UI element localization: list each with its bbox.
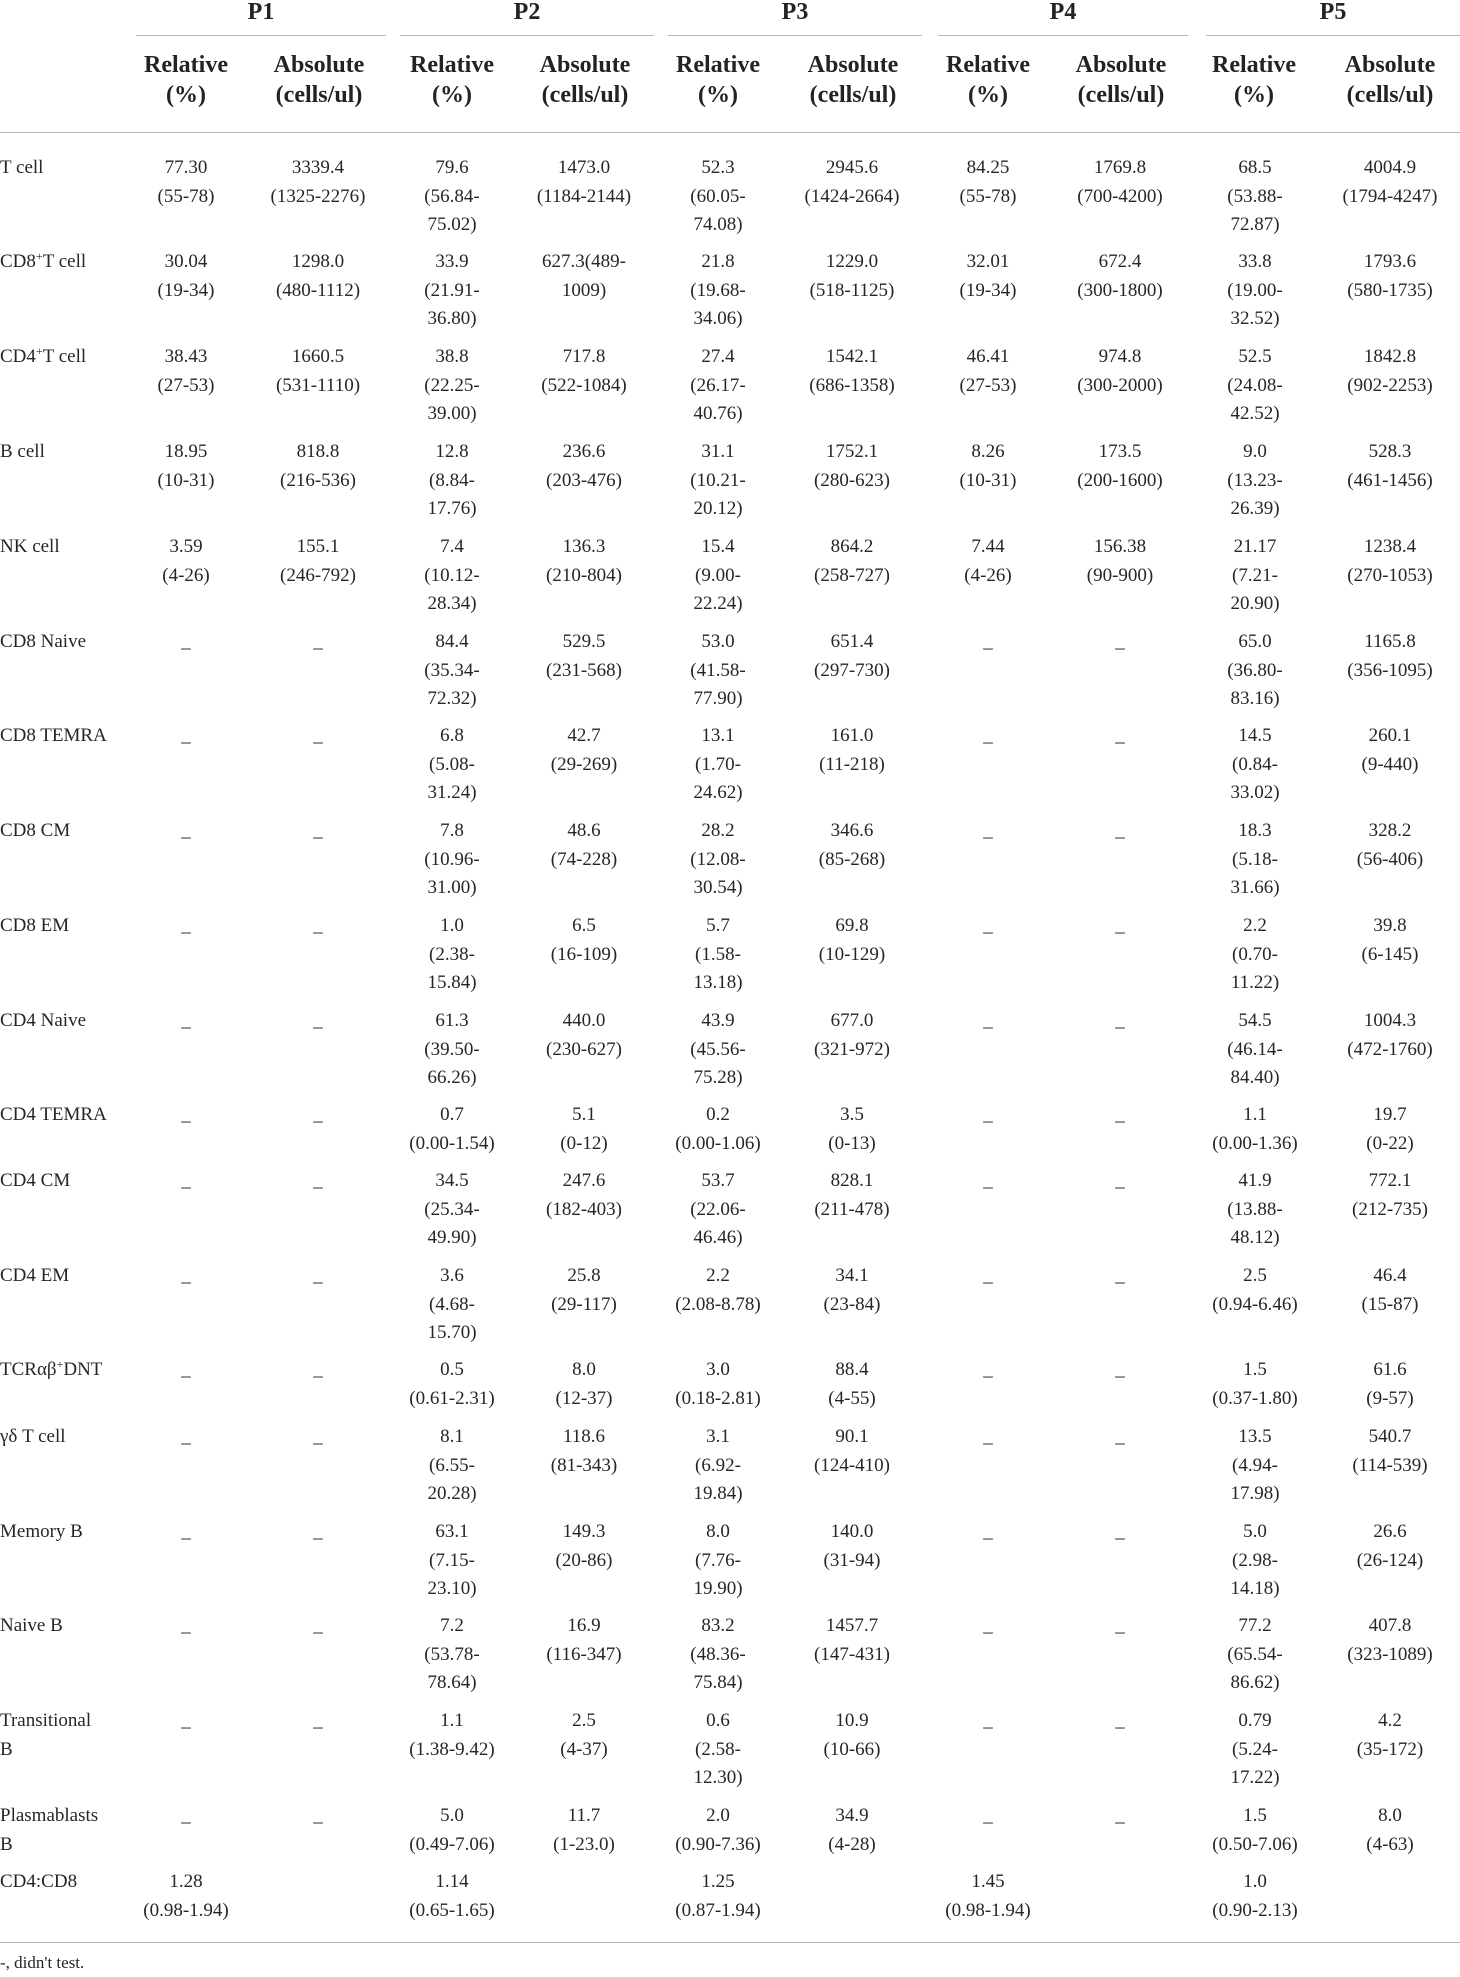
table-cell: 1.28 (0.98-1.94)	[143, 1871, 229, 1921]
table-cell: 39.8 (6-145)	[1361, 915, 1419, 965]
table-cell: 15.4 (9.00- 22.24)	[693, 536, 743, 614]
table-cell: 18.95 (10-31)	[157, 441, 215, 491]
footnote: -, didn't test.	[0, 1953, 85, 1972]
table-cell: 672.4 (300-1800)	[1077, 251, 1163, 301]
table-cell: 77.30 (55-78)	[157, 157, 215, 207]
table-cell: 5.1 (0-12)	[560, 1104, 608, 1154]
table-cell: 1793.6 (580-1735)	[1347, 251, 1433, 301]
table-cell: 1238.4 (270-1053)	[1347, 536, 1433, 586]
table-cell: _	[1115, 915, 1125, 936]
header-rule-p5	[1206, 35, 1460, 36]
table-cell: _	[181, 631, 191, 652]
table-cell: 79.6 (56.84- 75.02)	[424, 157, 480, 235]
subheader-p2-relative: Relative (%)	[410, 52, 494, 108]
table-cell: _	[983, 915, 993, 936]
table-cell: 149.3 (20-86)	[555, 1521, 613, 1571]
table-cell: 3.1 (6.92- 19.84)	[693, 1426, 743, 1504]
table-cell: 53.0 (41.58- 77.90)	[690, 631, 746, 709]
table-cell: 6.8 (5.08- 31.24)	[427, 725, 477, 803]
table-cell: 83.2 (48.36- 75.84)	[690, 1615, 746, 1693]
table-cell: 38.43 (27-53)	[157, 346, 215, 396]
header-rule-p1	[136, 35, 386, 36]
table-cell: 328.2 (56-406)	[1356, 820, 1424, 870]
header-rule-p3	[668, 35, 922, 36]
subheader-p5-absolute: Absolute (cells/ul)	[1344, 52, 1436, 108]
table-cell: 2.2 (0.70- 11.22)	[1230, 915, 1280, 993]
table-cell: 3.59 (4-26)	[162, 536, 210, 586]
table-cell: _	[313, 725, 323, 746]
table-cell: _	[983, 631, 993, 652]
header-p2: P2	[513, 0, 541, 25]
table-cell: 974.8 (300-2000)	[1077, 346, 1163, 396]
table-cell: _	[313, 1104, 323, 1125]
table-cell: _	[313, 1521, 323, 1542]
table-cell: _	[983, 1010, 993, 1031]
table-cell: 18.3 (5.18- 31.66)	[1230, 820, 1280, 898]
table-cell: 9.0 (13.23- 26.39)	[1227, 441, 1283, 519]
table-cell: _	[181, 915, 191, 936]
table-cell: 0.79 (5.24- 17.22)	[1230, 1710, 1280, 1788]
table-cell: 1769.8 (700-4200)	[1077, 157, 1163, 207]
table-cell: 3339.4 (1325-2276)	[270, 157, 366, 207]
table-cell: _	[313, 1615, 323, 1636]
table-cell: 68.5 (53.88- 72.87)	[1227, 157, 1283, 235]
table-cell: 10.9 (10-66)	[823, 1710, 881, 1760]
table-cell: 7.4 (10.12- 28.34)	[424, 536, 480, 614]
table-cell: 46.41 (27-53)	[959, 346, 1017, 396]
table-cell: _	[983, 1615, 993, 1636]
table-cell: _	[1115, 1010, 1125, 1031]
header-rule-p2	[400, 35, 654, 36]
table-cell: 236.6 (203-476)	[546, 441, 622, 491]
table-cell: 1.14 (0.65-1.65)	[409, 1871, 495, 1921]
table-cell: _	[181, 1805, 191, 1826]
subheader-p1-absolute: Absolute (cells/ul)	[273, 52, 365, 108]
table-cell: 77.2 (65.54- 86.62)	[1227, 1615, 1283, 1693]
table-cell: 33.9 (21.91- 36.80)	[424, 251, 480, 329]
table-cell: 346.6 (85-268)	[818, 820, 886, 870]
table-cell: 8.0 (7.76- 19.90)	[693, 1521, 743, 1599]
table-cell: 627.3(489- 1009)	[542, 251, 626, 301]
subheader-p3-absolute: Absolute (cells/ul)	[807, 52, 899, 108]
table-cell: 155.1 (246-792)	[280, 536, 356, 586]
header-rule-p4	[938, 35, 1188, 36]
table-cell: 3.6 (4.68- 15.70)	[427, 1265, 477, 1343]
table-cell: 1004.3 (472-1760)	[1347, 1010, 1433, 1060]
table-cell: 156.38 (90-900)	[1086, 536, 1154, 586]
table-cell: 63.1 (7.15- 23.10)	[427, 1521, 477, 1599]
table-cell: 2.2 (2.08-8.78)	[675, 1265, 761, 1315]
table-cell: _	[313, 915, 323, 936]
table-cell: 33.8 (19.00- 32.52)	[1227, 251, 1283, 329]
table-cell: _	[181, 1265, 191, 1286]
table-cell: _	[181, 1010, 191, 1031]
table-cell: _	[181, 1710, 191, 1731]
table-cell: 1.25 (0.87-1.94)	[675, 1871, 761, 1921]
table-cell: 2.5 (4-37)	[560, 1710, 608, 1760]
row-label: CD8+T cell	[0, 249, 87, 272]
table-cell: 13.5 (4.94- 17.98)	[1230, 1426, 1280, 1504]
table-cell: 2.0 (0.90-7.36)	[675, 1805, 761, 1855]
table-cell: 173.5 (200-1600)	[1077, 441, 1163, 491]
table-cell: 136.3 (210-804)	[546, 536, 622, 586]
header-p4: P4	[1049, 0, 1077, 25]
subheader-p5-relative: Relative (%)	[1212, 52, 1296, 108]
header-p3: P3	[781, 0, 809, 25]
table-cell: 1542.1 (686-1358)	[809, 346, 895, 396]
table-cell: 53.7 (22.06- 46.46)	[690, 1170, 746, 1248]
table-cell: 161.0 (11-218)	[819, 725, 885, 775]
table-cell: 41.9 (13.88- 48.12)	[1227, 1170, 1283, 1248]
table-cell: 38.8 (22.25- 39.00)	[424, 346, 480, 424]
table-cell: 8.0 (4-63)	[1366, 1805, 1414, 1855]
table-cell: _	[983, 1265, 993, 1286]
table-cell: 0.5 (0.61-2.31)	[409, 1359, 495, 1409]
table-cell: 140.0 (31-94)	[823, 1521, 881, 1571]
table-cell: 0.2 (0.00-1.06)	[675, 1104, 761, 1154]
table-cell: _	[313, 1805, 323, 1826]
table-cell: 48.6 (74-228)	[550, 820, 618, 870]
table-cell: 43.9 (45.56- 75.28)	[690, 1010, 746, 1088]
table-cell: 28.2 (12.08- 30.54)	[690, 820, 746, 898]
table-cell: 1.0 (0.90-2.13)	[1212, 1871, 1298, 1921]
table-cell: 528.3 (461-1456)	[1347, 441, 1433, 491]
table-cell: 717.8 (522-1084)	[541, 346, 627, 396]
table-cell: _	[983, 1104, 993, 1125]
table-cell: _	[313, 1010, 323, 1031]
table-cell: 5.0 (2.98- 14.18)	[1230, 1521, 1280, 1599]
table-cell: 30.04 (19-34)	[157, 251, 215, 301]
table-cell: 54.5 (46.14- 84.40)	[1227, 1010, 1283, 1088]
table-cell: 1165.8 (356-1095)	[1347, 631, 1433, 681]
table-cell: 772.1 (212-735)	[1352, 1170, 1428, 1220]
table-cell: 42.7 (29-269)	[550, 725, 618, 775]
table-cell: 529.5 (231-568)	[546, 631, 622, 681]
table-cell: 7.8 (10.96- 31.00)	[424, 820, 480, 898]
row-label: Transitional B	[0, 1710, 92, 1760]
table-cell: 21.8 (19.68- 34.06)	[690, 251, 746, 329]
row-label: NK cell	[0, 536, 60, 557]
table-cell: 1842.8 (902-2253)	[1347, 346, 1433, 396]
table-cell: 5.0 (0.49-7.06)	[409, 1805, 495, 1855]
table-cell: 13.1 (1.70- 24.62)	[693, 725, 743, 803]
table-cell: _	[181, 1426, 191, 1447]
row-label: Naive B	[0, 1615, 63, 1636]
table-cell: 65.0 (36.80- 83.16)	[1227, 631, 1283, 709]
table-cell: _	[313, 1710, 323, 1731]
row-label: CD4 Naive	[0, 1010, 87, 1031]
row-label: CD8 CM	[0, 820, 71, 841]
table-cell: 260.1 (9-440)	[1361, 725, 1419, 775]
table-cell: 3.5 (0-13)	[828, 1104, 876, 1154]
table-cell: _	[181, 1359, 191, 1380]
table-cell: 31.1 (10.21- 20.12)	[690, 441, 746, 519]
table-cell: 52.3 (60.05- 74.08)	[690, 157, 746, 235]
table-cell: 0.7 (0.00-1.54)	[409, 1104, 495, 1154]
table-cell: 5.7 (1.58- 13.18)	[693, 915, 743, 993]
row-label: CD4+T cell	[0, 344, 87, 367]
table-cell: 61.3 (39.50- 66.26)	[424, 1010, 480, 1088]
row-label: Plasmablasts B	[0, 1805, 99, 1855]
header-p5: P5	[1319, 0, 1347, 25]
table-cell: 440.0 (230-627)	[546, 1010, 622, 1060]
table-cell: 7.44 (4-26)	[964, 536, 1012, 586]
table-cell: 1660.5 (531-1110)	[275, 346, 361, 396]
table-cell: 118.6 (81-343)	[550, 1426, 618, 1476]
subheader-p1-relative: Relative (%)	[144, 52, 228, 108]
table-cell: 84.4 (35.34- 72.32)	[424, 631, 480, 709]
table-cell: _	[983, 1521, 993, 1542]
table-cell: 1.1 (1.38-9.42)	[409, 1710, 495, 1760]
table-cell: 88.4 (4-55)	[828, 1359, 876, 1409]
table-cell: _	[1115, 1359, 1125, 1380]
table-cell: 1473.0 (1184-2144)	[536, 157, 632, 207]
row-label: CD8 Naive	[0, 631, 87, 652]
table-cell: 818.8 (216-536)	[280, 441, 356, 491]
table-cell: 4004.9 (1794-4247)	[1342, 157, 1438, 207]
table-cell: 34.5 (25.34- 49.90)	[424, 1170, 480, 1248]
table-cell: 6.5 (16-109)	[550, 915, 618, 965]
table-cell: _	[1115, 631, 1125, 652]
table-cell: _	[1115, 1615, 1125, 1636]
row-label: γδ T cell	[0, 1426, 66, 1447]
subheader-p4-absolute: Absolute (cells/ul)	[1075, 52, 1167, 108]
table-cell: 1.45 (0.98-1.94)	[945, 1871, 1031, 1921]
table-cell: _	[983, 1426, 993, 1447]
row-label: CD4 EM	[0, 1265, 70, 1286]
table-cell: 14.5 (0.84- 33.02)	[1230, 725, 1280, 803]
table-cell: _	[983, 1710, 993, 1731]
table-cell: 27.4 (26.17- 40.76)	[690, 346, 746, 424]
table-cell: 34.1 (23-84)	[823, 1265, 881, 1315]
table-cell: _	[1115, 1426, 1125, 1447]
table-cell: 1.1 (0.00-1.36)	[1212, 1104, 1298, 1154]
table-cell: 3.0 (0.18-2.81)	[675, 1359, 761, 1409]
row-label: Memory B	[0, 1521, 83, 1542]
table-cell: 1.5 (0.50-7.06)	[1212, 1805, 1298, 1855]
table-cell: 8.0 (12-37)	[555, 1359, 613, 1409]
table-cell: 651.4 (297-730)	[814, 631, 890, 681]
table-cell: _	[313, 820, 323, 841]
table-cell: _	[181, 1615, 191, 1636]
subheader-p3-relative: Relative (%)	[676, 52, 760, 108]
table-cell: 2945.6 (1424-2664)	[804, 157, 900, 207]
table-cell: _	[181, 1170, 191, 1191]
table-cell: _	[1115, 820, 1125, 841]
table-cell: _	[313, 631, 323, 652]
table-cell: 19.7 (0-22)	[1366, 1104, 1414, 1154]
table-cell: 34.9 (4-28)	[828, 1805, 876, 1855]
table-cell: 52.5 (24.08- 42.52)	[1227, 346, 1283, 424]
table-cell: _	[1115, 1710, 1125, 1731]
row-label: T cell	[0, 157, 44, 178]
table-cell: _	[983, 1170, 993, 1191]
table-cell: 8.1 (6.55- 20.28)	[427, 1426, 477, 1504]
row-label: CD8 EM	[0, 915, 70, 936]
table-cell: _	[313, 1359, 323, 1380]
table-cell: _	[983, 1359, 993, 1380]
table-cell: 21.17 (7.21- 20.90)	[1230, 536, 1280, 614]
table-cell: 2.5 (0.94-6.46)	[1212, 1265, 1298, 1315]
table-cell: 247.6 (182-403)	[546, 1170, 622, 1220]
table-cell: _	[983, 725, 993, 746]
table-cell: 61.6 (9-57)	[1366, 1359, 1414, 1409]
header-bottom-rule	[0, 132, 1460, 133]
table-cell: 407.8 (323-1089)	[1347, 1615, 1433, 1665]
table-cell: _	[983, 820, 993, 841]
table-cell: _	[313, 1265, 323, 1286]
subheader-p4-relative: Relative (%)	[946, 52, 1030, 108]
table-cell: 1457.7 (147-431)	[814, 1615, 890, 1665]
table-cell: _	[181, 1521, 191, 1542]
row-label: CD4 TEMRA	[0, 1104, 107, 1125]
table-cell: _	[1115, 725, 1125, 746]
table-cell: _	[1115, 1805, 1125, 1826]
table-bottom-rule	[0, 1942, 1460, 1943]
table-cell: 677.0 (321-972)	[814, 1010, 890, 1060]
table-cell: _	[181, 1104, 191, 1125]
table-cell: _	[313, 1170, 323, 1191]
table-cell: 540.7 (114-539)	[1352, 1426, 1428, 1476]
table-cell: 25.8 (29-117)	[551, 1265, 617, 1315]
subheader-p2-absolute: Absolute (cells/ul)	[539, 52, 631, 108]
table-cell: _	[1115, 1104, 1125, 1125]
table-cell: 26.6 (26-124)	[1356, 1521, 1424, 1571]
table-cell: 90.1 (124-410)	[814, 1426, 890, 1476]
table-cell: 46.4 (15-87)	[1361, 1265, 1419, 1315]
table-cell: 864.2 (258-727)	[814, 536, 890, 586]
row-label: CD4 CM	[0, 1170, 71, 1191]
table-cell: 0.6 (2.58- 12.30)	[693, 1710, 743, 1788]
table-cell: 11.7 (1-23.0)	[553, 1805, 615, 1855]
table-cell: _	[1115, 1170, 1125, 1191]
row-label: CD8 TEMRA	[0, 725, 107, 746]
table-cell: _	[1115, 1521, 1125, 1542]
table-cell: 1.5 (0.37-1.80)	[1212, 1359, 1298, 1409]
table-cell: 32.01 (19-34)	[959, 251, 1017, 301]
table-cell: 84.25 (55-78)	[959, 157, 1017, 207]
table-cell: _	[1115, 1265, 1125, 1286]
table-cell: 69.8 (10-129)	[818, 915, 886, 965]
table-cell: 4.2 (35-172)	[1356, 1710, 1424, 1760]
table-cell: _	[181, 820, 191, 841]
table-cell: _	[181, 725, 191, 746]
table-cell: 1752.1 (280-623)	[814, 441, 890, 491]
table-cell: _	[983, 1805, 993, 1826]
header-p1: P1	[247, 0, 275, 25]
table-cell: 1298.0 (480-1112)	[275, 251, 361, 301]
table-cell: 16.9 (116-347)	[546, 1615, 622, 1665]
table-cell: 1.0 (2.38- 15.84)	[427, 915, 477, 993]
row-label: B cell	[0, 441, 45, 462]
table-cell: 1229.0 (518-1125)	[809, 251, 895, 301]
table-cell: 8.26 (10-31)	[959, 441, 1017, 491]
row-label: CD4:CD8	[0, 1871, 78, 1892]
table-cell: 7.2 (53.78- 78.64)	[424, 1615, 480, 1693]
row-label: TCRαβ+DNT	[0, 1357, 103, 1380]
table-cell: 12.8 (8.84- 17.76)	[427, 441, 477, 519]
table-cell: _	[313, 1426, 323, 1447]
table-cell: 828.1 (211-478)	[814, 1170, 890, 1220]
